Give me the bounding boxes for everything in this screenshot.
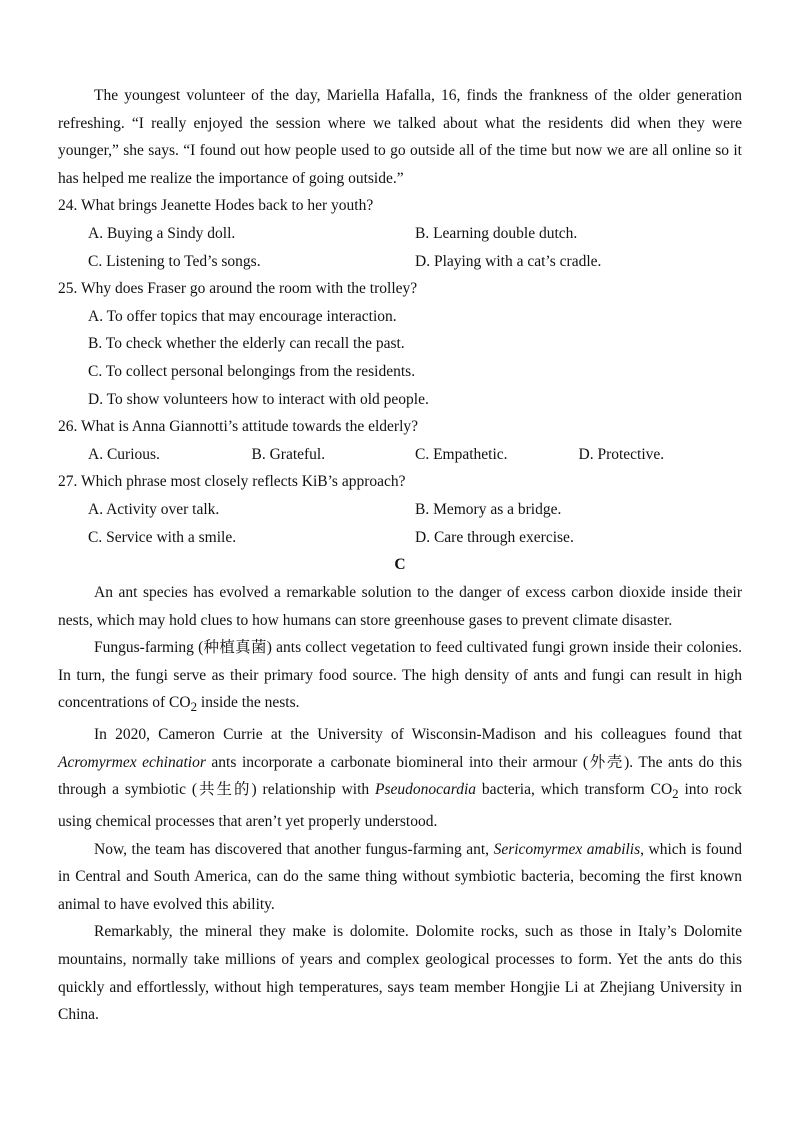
option-a: A. To offer topics that may encourage interaction. [88,307,397,325]
option-c: C. To collect personal belongings from the residents. [88,362,416,380]
text-run: bacteria, which transform CO [476,781,673,799]
option-d: D. To show volunteers how to interact with old people. [88,390,429,408]
text-run: into rock using chemical processes that aren’t yet properly understood. [58,781,743,831]
question-24 [58,192,742,275]
passage-paragraph-1: An ant species has evolved a remarkable solution to the danger of excess carbon dioxide inside their nests, which may hold clues to how humans can store greenhouse gases to prevent climate disaster. [58,584,742,629]
species-name: Sericomyrmex amabilis [493,840,641,858]
passage-paragraph-3 [58,721,742,835]
option-c: C. Empathetic. [415,445,508,463]
text-run: In 2020, Cameron Currie at the University of Wisconsin-Madison and his colleagues found that [94,726,742,744]
option-a: A. Buying a Sindy doll. [88,224,236,242]
text-run: Fungus-farming (种植真菌) ants collect vegetation to feed cultivated fungi grown inside their colonies. In turn, the fungi serve as their primary food source. The high density of ants and fungi can result in high concentrations of CO [58,639,742,712]
text-run: , which is found in Central and South America, can do the same thing without symbiotic bacteria, becoming the first known animal to have evolved this ability. [58,840,742,913]
text-run: ants incorporate a carbonate biomineral into their armour (外壳). The ants do this through a symbiotic (共生的) relationship with [58,753,742,799]
option-row [58,496,742,524]
option-d: D. Care through exercise. [415,528,574,546]
passage-paragraph-4 [58,836,742,919]
subscript: 2 [672,786,679,802]
option-row [58,441,742,469]
option-row [58,220,742,248]
question-stem: 26. What is Anna Giannotti’s attitude towards the elderly? [58,418,419,436]
question-stem: 25. Why does Fraser go around the room with the trolley? [58,280,418,298]
option-b: B. Grateful. [251,445,326,463]
bacteria-name: Pseudonocardia [375,781,477,799]
option-a: A. Activity over talk. [88,500,220,518]
option-d: D. Protective. [578,445,665,463]
passage-paragraph-2 [58,634,742,721]
species-name: Acromyrmex echinatior [58,753,206,771]
option-c: C. Listening to Ted’s songs. [88,252,261,270]
option-b: B. Memory as a bridge. [415,500,562,518]
text-run: Now, the team has discovered that another fungus-farming ant, [94,840,494,858]
question-26 [58,413,742,468]
option-b: B. Learning double dutch. [415,224,578,242]
text-run: inside the nests. [197,694,300,712]
question-stem: 27. Which phrase most closely reflects KiB’s approach? [58,473,406,491]
option-row [58,248,742,276]
question-25 [58,275,742,413]
option-c: C. Service with a smile. [88,528,237,546]
passage-paragraph-5: Remarkably, the mineral they make is dolomite. Dolomite rocks, such as those in Italy’s Dolomite mountains, normally take millions of years and complex geological processes to form. Yet the ants do this quickly and effortlessly, without high temperatures, says team member Hongjie Li at Zhejiang University in China. [58,923,742,1024]
question-27 [58,468,742,551]
section-heading: C [394,556,406,574]
option-d: D. Playing with a cat’s cradle. [415,252,602,270]
question-stem: 24. What brings Jeanette Hodes back to her youth? [58,197,374,215]
subscript: 2 [190,699,198,715]
option-a: A. Curious. [88,445,160,463]
option-row [58,524,742,552]
intro-paragraph: The youngest volunteer of the day, Mariella Hafalla, 16, finds the frankness of the older generation refreshing. “I really enjoyed the session where we talked about what the residents did when they were younger,” she says. “I found out how people used to go outside all of the time but now we are all online so it has helped me realize the importance of going outside.” [58,87,742,187]
option-b: B. To check whether the elderly can recall the past. [88,335,405,353]
